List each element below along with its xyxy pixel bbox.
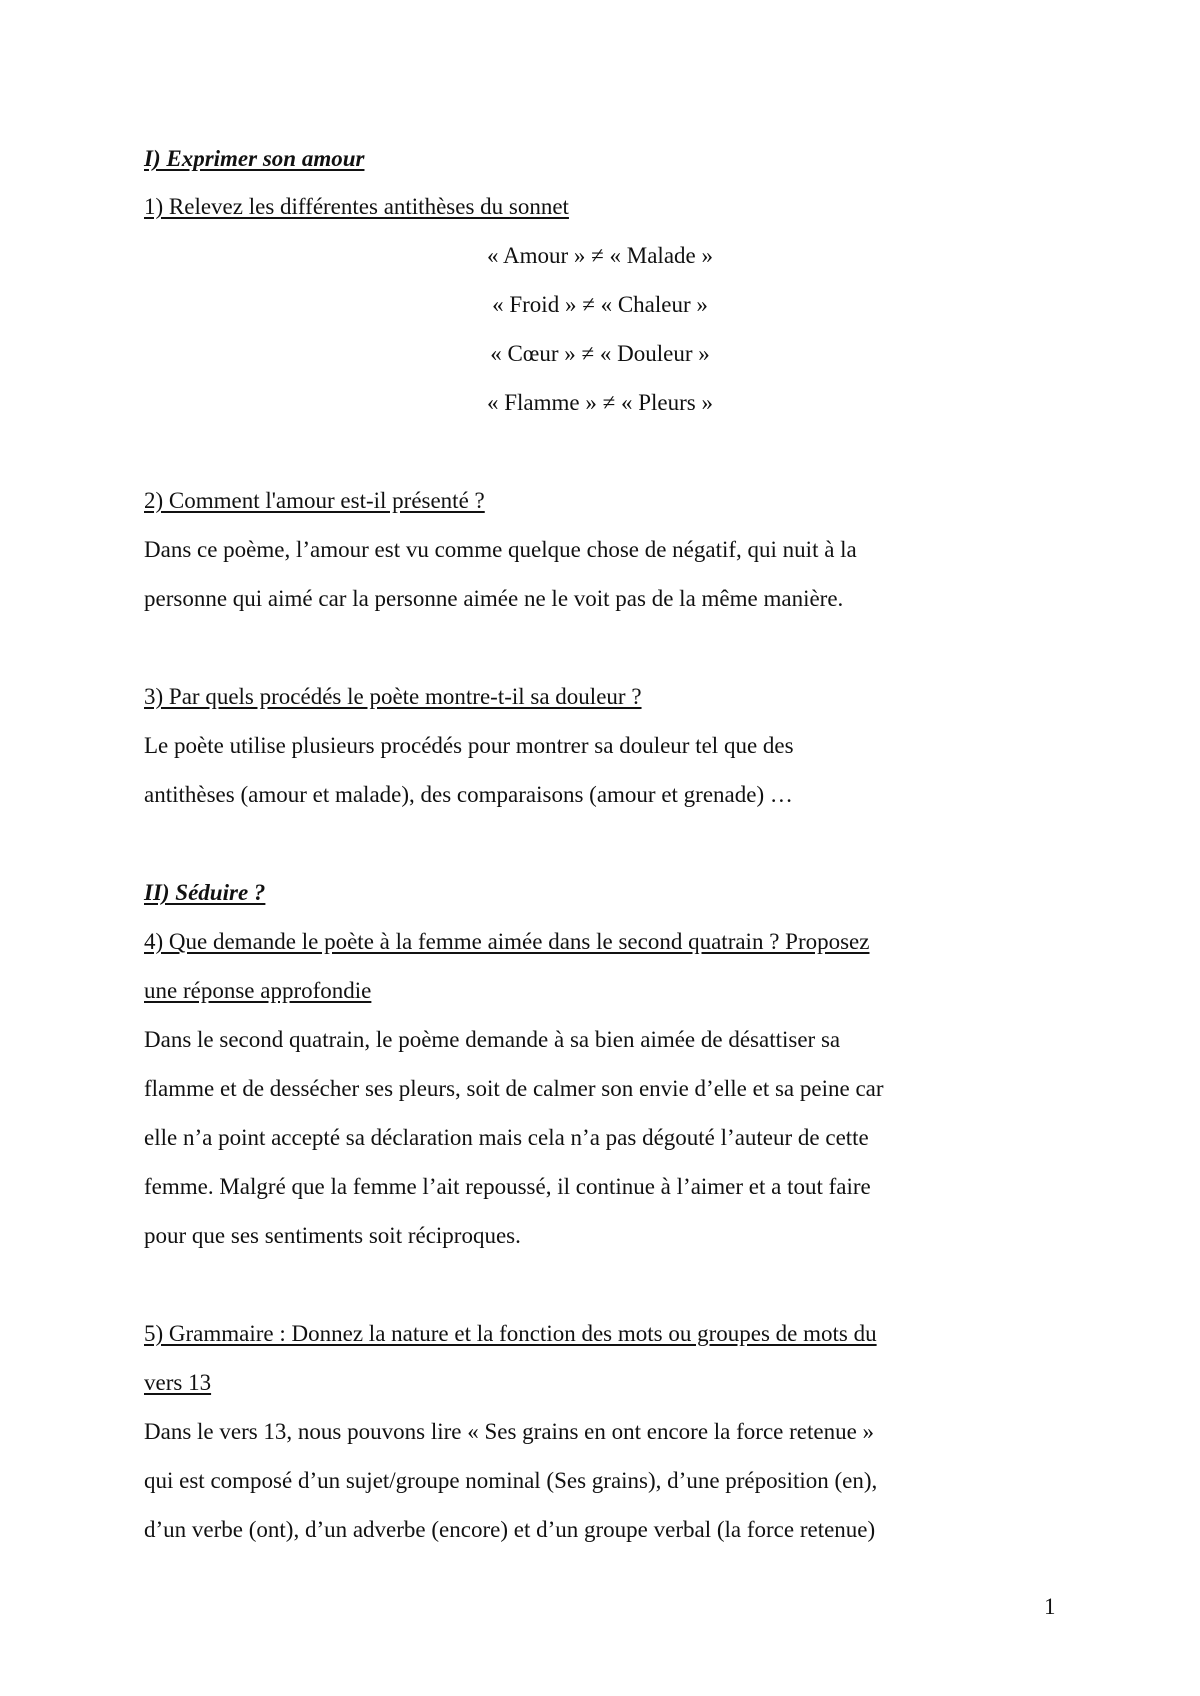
question-5-line-1: 5) Grammaire : Donnez la nature et la fonction des mots ou groupes de mots du <box>144 1321 877 1346</box>
answer-4-line-3: elle n’a point accepté sa déclaration mais cela n’a pas dégouté l’auteur de cette <box>144 1125 869 1150</box>
question-1: 1) Relevez les différentes antithèses du sonnet <box>144 194 569 219</box>
question-5-line-2: vers 13 <box>144 1370 212 1395</box>
answer-3-line-1: Le poète utilise plusieurs procédés pour montrer sa douleur tel que des <box>144 733 794 758</box>
antithesis-2: « Froid » ≠ « Chaleur » <box>492 292 708 317</box>
answer-2-line-2: personne qui aimé car la personne aimée ne le voit pas de la même manière. <box>144 586 844 611</box>
antithesis-1: « Amour » ≠ « Malade » <box>487 243 713 268</box>
section-1-title: I) Exprimer son amour <box>144 146 365 171</box>
question-3: 3) Par quels procédés le poète montre-t-il sa douleur ? <box>144 684 642 709</box>
answer-5-line-1: Dans le vers 13, nous pouvons lire « Ses grains en ont encore la force retenue » <box>144 1419 875 1444</box>
answer-5-line-3: d’un verbe (ont), d’un adverbe (encore) et d’un groupe verbal (la force retenue) <box>144 1517 876 1542</box>
antithesis-3: « Cœur » ≠ « Douleur » <box>490 341 710 366</box>
answer-2-line-1: Dans ce poème, l’amour est vu comme quelque chose de négatif, qui nuit à la <box>144 537 857 562</box>
question-4-line-1: 4) Que demande le poète à la femme aimée dans le second quatrain ? Proposez <box>144 929 870 954</box>
answer-4-line-4: femme. Malgré que la femme l’ait repoussé, il continue à l’aimer et a tout faire <box>144 1174 871 1199</box>
answer-4-line-1: Dans le second quatrain, le poème demande à sa bien aimée de désattiser sa <box>144 1027 841 1052</box>
antithesis-4: « Flamme » ≠ « Pleurs » <box>486 390 713 415</box>
page-number: 1 <box>1044 1594 1056 1619</box>
answer-5-line-2: qui est composé d’un sujet/groupe nominal (Ses grains), d’une préposition (en), <box>144 1468 878 1493</box>
question-2: 2) Comment l'amour est-il présenté ? <box>144 488 485 513</box>
question-4-line-2: une réponse approfondie <box>144 978 372 1003</box>
answer-4-line-5: pour que ses sentiments soit réciproques. <box>144 1223 521 1248</box>
answer-4-line-2: flamme et de dessécher ses pleurs, soit de calmer son envie d’elle et sa peine car <box>144 1076 884 1101</box>
section-2-title: II) Séduire ? <box>144 880 266 905</box>
answer-3-line-2: antithèses (amour et malade), des comparaisons (amour et grenade) … <box>144 782 793 807</box>
